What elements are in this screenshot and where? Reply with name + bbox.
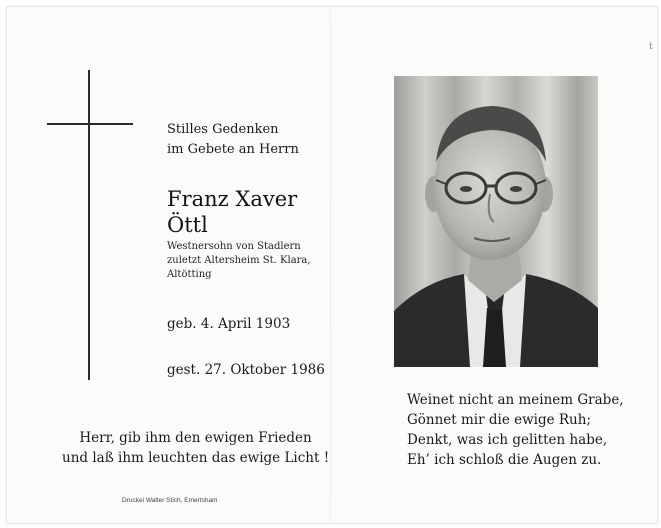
intro-text — [167, 120, 299, 160]
cross-icon — [88, 70, 90, 380]
intro-line-2: im Gebete an Herrn — [167, 142, 299, 157]
death-date: gest. 27. Oktober 1986 — [167, 362, 325, 378]
card-fold — [330, 6, 331, 522]
prayer-text — [62, 428, 329, 468]
birth-date: geb. 4. April 1903 — [167, 316, 291, 332]
prayer-line-1: Herr, gib ihm den ewigen Frieden — [79, 430, 312, 446]
deceased-name — [167, 186, 297, 238]
first-name: Franz Xaver — [167, 187, 298, 211]
portrait-image — [394, 76, 598, 367]
printer-credit: Druckei Walter Stich, Emertsham — [122, 497, 218, 504]
intro-line-1: Stilles Gedenken — [167, 122, 279, 137]
origin-line-2: zuletzt Altersheim St. Klara, — [167, 255, 311, 266]
poem-text — [407, 390, 624, 470]
poem-line-2: Gönnet mir die ewige Ruh; — [407, 412, 591, 428]
corner-mark: t — [649, 42, 653, 52]
last-name: Öttl — [167, 213, 208, 237]
portrait-photo — [394, 76, 598, 367]
cross-icon-bar — [47, 123, 133, 125]
poem-line-3: Denkt, was ich gelitten habe, — [407, 432, 608, 448]
poem-line-1: Weinet nicht an meinem Grabe, — [407, 392, 624, 408]
origin-line-3: Altötting — [167, 269, 212, 280]
poem-line-4: Eh’ ich schloß die Augen zu. — [407, 452, 602, 468]
origin-line-1: Westnersohn von Stadlern — [167, 241, 301, 252]
prayer-line-2: und laß ihm leuchten das ewige Licht ! — [62, 450, 330, 466]
origin-text — [167, 240, 311, 282]
